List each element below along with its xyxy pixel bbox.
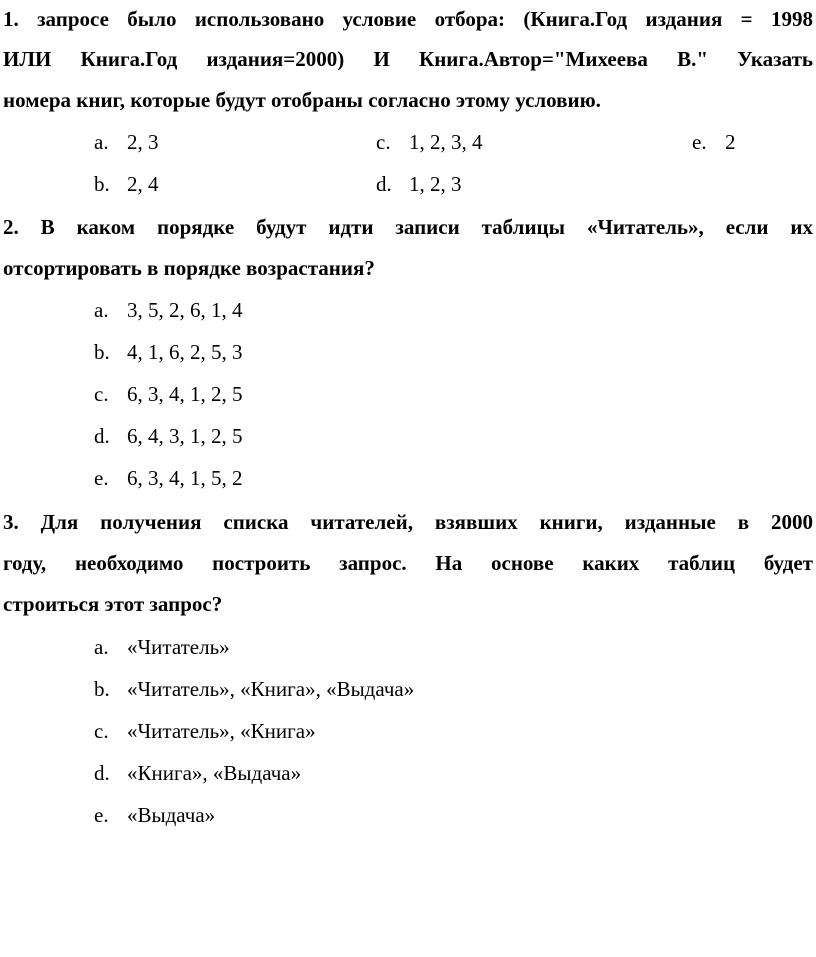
question-3-line-1: 3. Для получения списка читателей, взявших книги, изданные в 2000 [3, 510, 813, 534]
option-text: 1, 2, 3 [409, 172, 462, 196]
option-text: 4, 1, 6, 2, 5, 3 [127, 340, 243, 364]
option-letter: c. [376, 130, 391, 154]
option-text: «Читатель» [127, 635, 230, 659]
option-letter: d. [376, 172, 392, 196]
option-letter: e. [94, 466, 109, 490]
option-letter: a. [94, 635, 109, 659]
question-3-line-2: году, необходимо построить запрос. На основе каких таблиц будет [3, 551, 813, 575]
option-letter: a. [94, 298, 109, 322]
question-2-option-e [94, 466, 243, 490]
question-2-line-2: отсортировать в порядке возрастания? [3, 256, 375, 280]
option-letter: c. [94, 382, 109, 406]
option-text: «Читатель», «Книга», «Выдача» [127, 677, 415, 701]
question-3-option-e [94, 803, 215, 827]
question-1-line-3: номера книг, которые будут отобраны согласно этому условию. [3, 88, 601, 112]
option-letter: d. [94, 424, 110, 448]
question-1-line-2: ИЛИ Книга.Год издания=2000) И Книга.Автор="Михеева В." Указать [3, 47, 813, 71]
option-text: «Читатель», «Книга» [127, 719, 316, 743]
option-letter: e. [692, 130, 707, 154]
question-1-option-e [692, 130, 736, 154]
option-text: 1, 2, 3, 4 [409, 130, 483, 154]
question-2-line-1: 2. В каком порядке будут идти записи таблицы «Читатель», если их [3, 215, 813, 239]
option-text: 6, 3, 4, 1, 5, 2 [127, 466, 243, 490]
option-text: «Книга», «Выдача» [127, 761, 302, 785]
question-1-option-c [376, 130, 483, 154]
option-text: «Выдача» [127, 803, 216, 827]
question-1-line-1: 1. запросе было использовано условие отбора: (Книга.Год издания = 1998 [3, 7, 813, 31]
question-1-option-b [94, 172, 159, 196]
option-text: 2, 4 [127, 172, 159, 196]
question-3-option-c [94, 719, 316, 743]
option-letter: d. [94, 761, 110, 785]
option-letter: b. [94, 172, 110, 196]
option-text: 2, 3 [127, 130, 159, 154]
option-text: 3, 5, 2, 6, 1, 4 [127, 298, 243, 322]
option-letter: b. [94, 677, 110, 701]
question-3-option-a [94, 635, 230, 659]
option-text: 6, 4, 3, 1, 2, 5 [127, 424, 243, 448]
question-2-option-c [94, 382, 243, 406]
option-text: 6, 3, 4, 1, 2, 5 [127, 382, 243, 406]
question-2-option-b [94, 340, 243, 364]
question-3-line-3: строиться этот запрос? [3, 592, 223, 616]
question-1-option-a [94, 130, 159, 154]
question-3-option-d [94, 761, 301, 785]
option-letter: b. [94, 340, 110, 364]
question-2-option-d [94, 424, 243, 448]
option-letter: c. [94, 719, 109, 743]
option-text: 2 [725, 130, 736, 154]
question-3-option-b [94, 677, 414, 701]
question-1-option-d [376, 172, 462, 196]
option-letter: a. [94, 130, 109, 154]
question-2-option-a [94, 298, 243, 322]
option-letter: e. [94, 803, 109, 827]
